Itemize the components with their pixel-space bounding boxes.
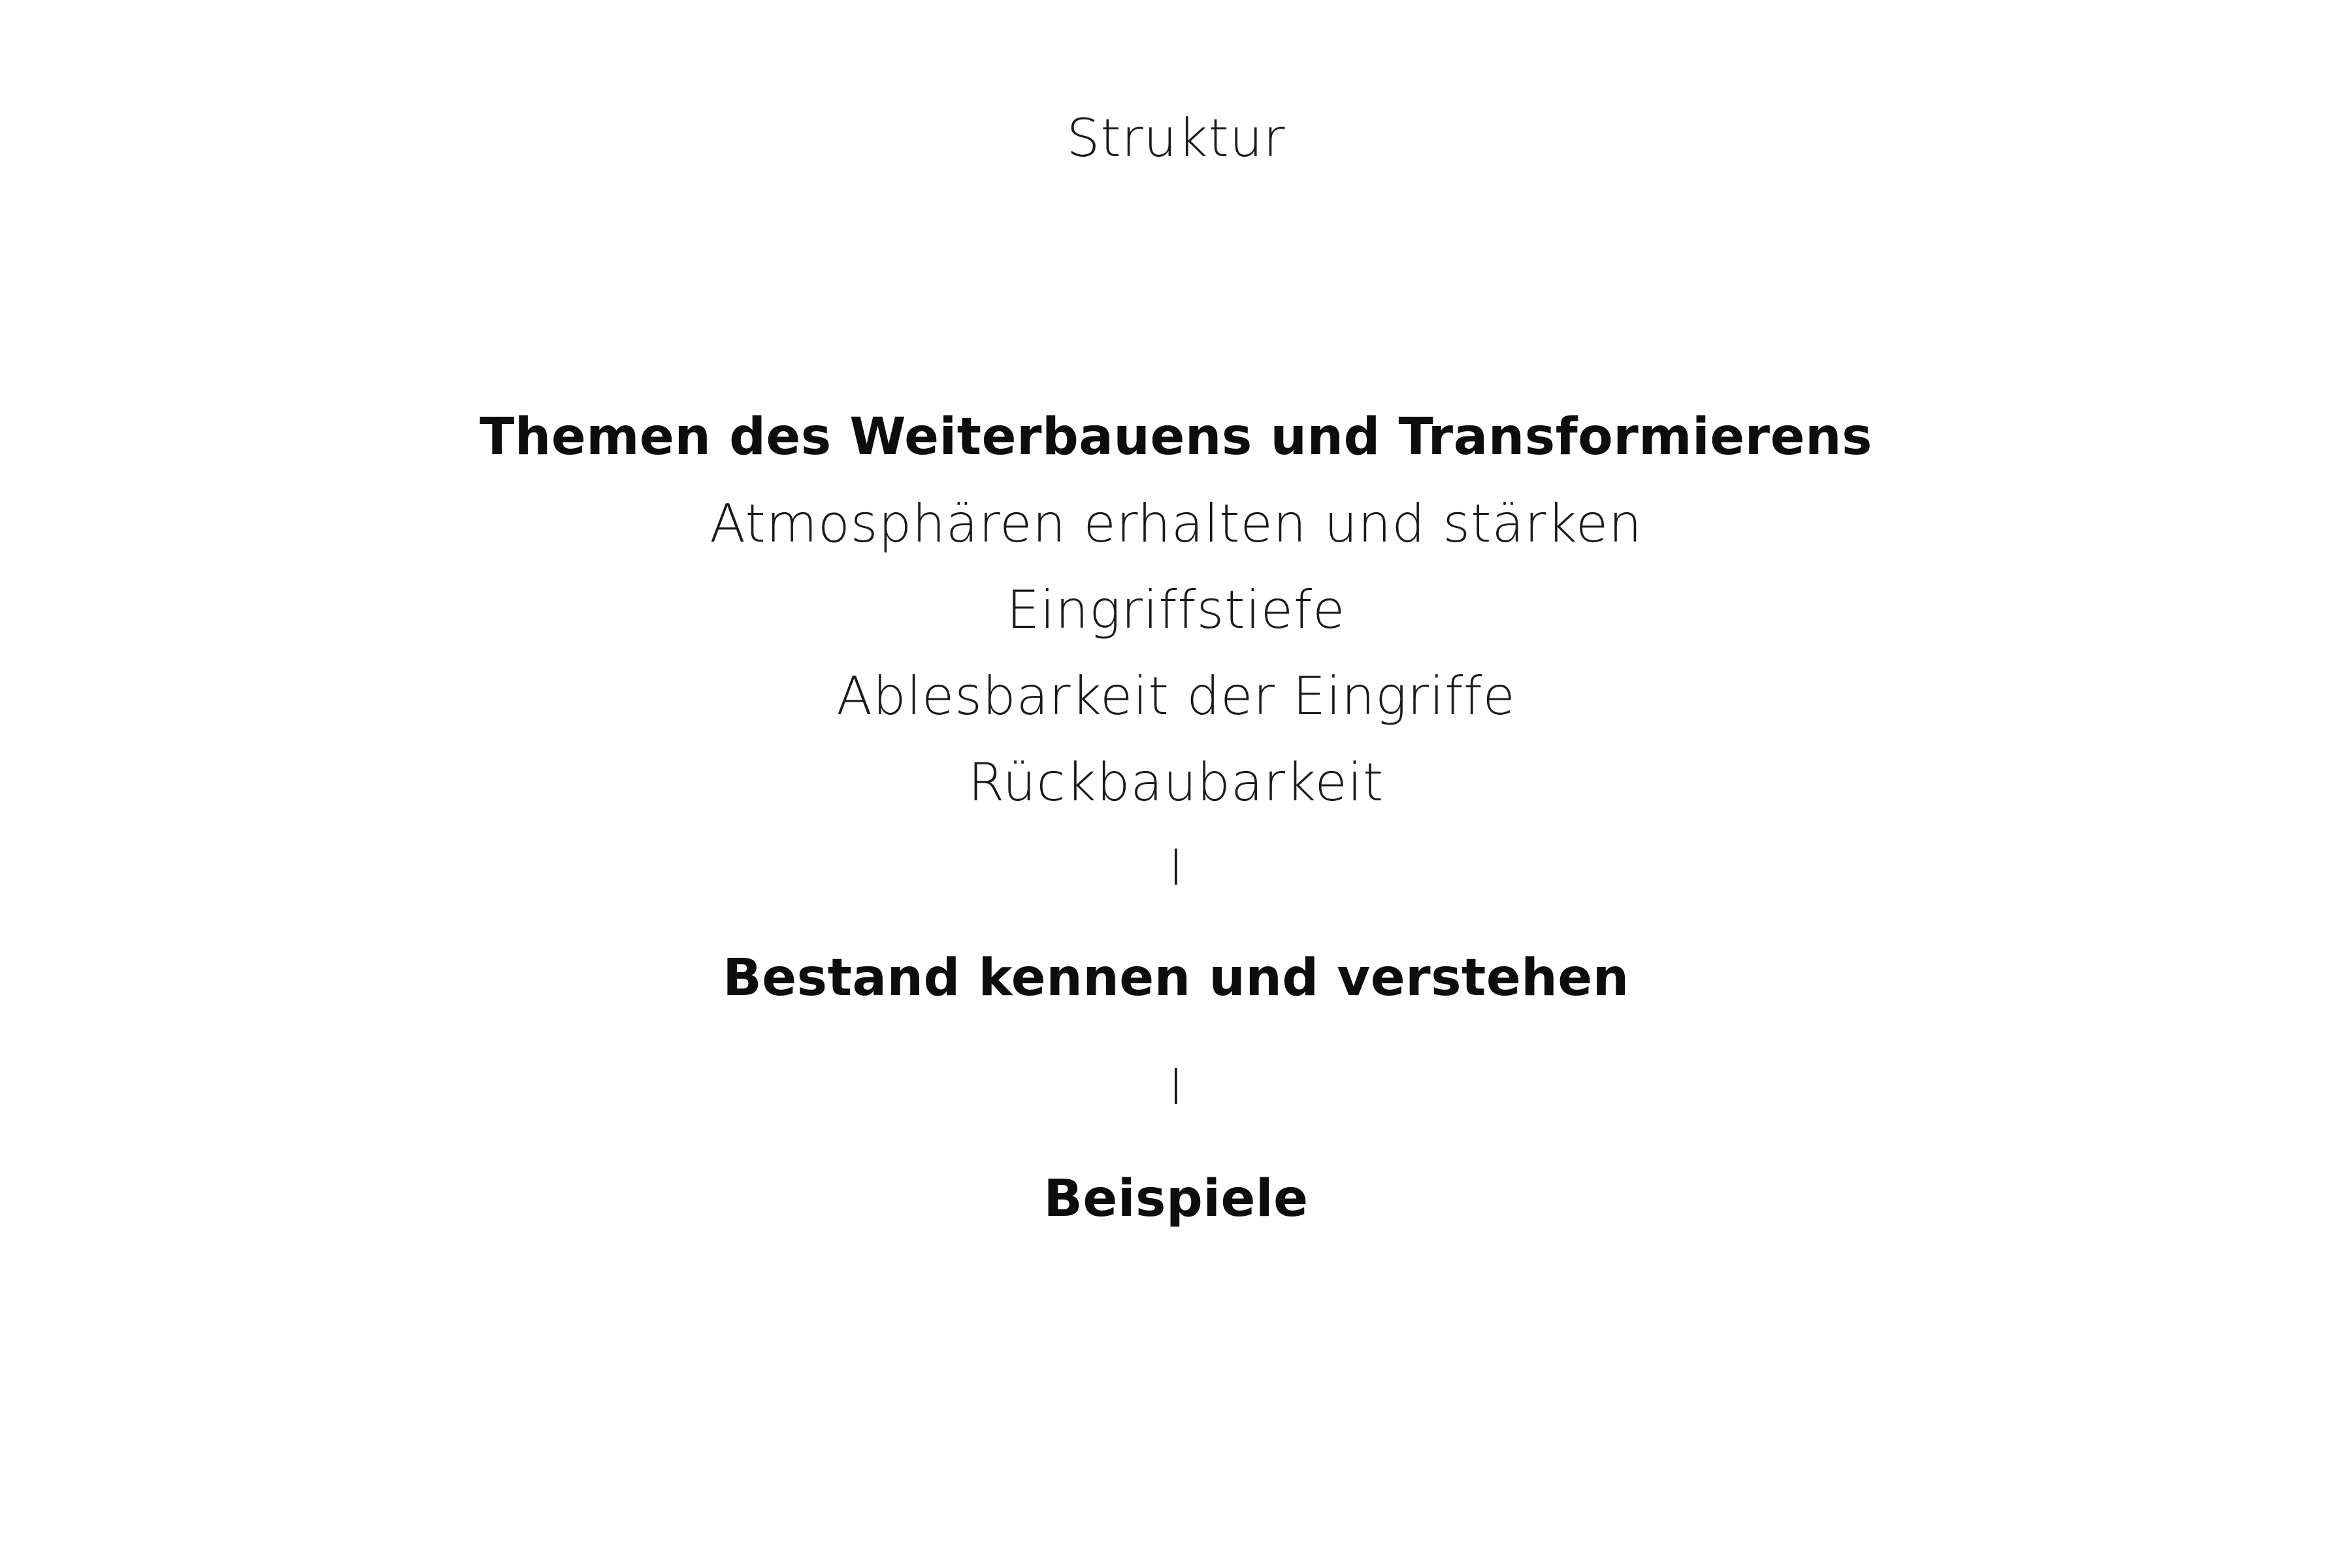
theme-item-legibility: Ablesbarkeit der Eingriffe	[836, 666, 1516, 727]
page-title: Struktur	[1066, 108, 1286, 169]
separator-1: I	[1168, 838, 1184, 896]
theme-item-reversibility: Rückbaubarkeit	[968, 752, 1384, 813]
section-heading-examples: Beispiele	[1043, 1169, 1309, 1228]
section-heading-themes: Themen des Weiterbauens und Transformierens	[480, 408, 1872, 466]
theme-item-atmospheres: Atmosphären erhalten und stärken	[710, 493, 1642, 554]
separator-2: I	[1168, 1058, 1184, 1116]
theme-item-intervention-depth: Eingriffstiefe	[1006, 580, 1346, 640]
section-heading-existing: Bestand kennen und verstehen	[723, 949, 1629, 1007]
